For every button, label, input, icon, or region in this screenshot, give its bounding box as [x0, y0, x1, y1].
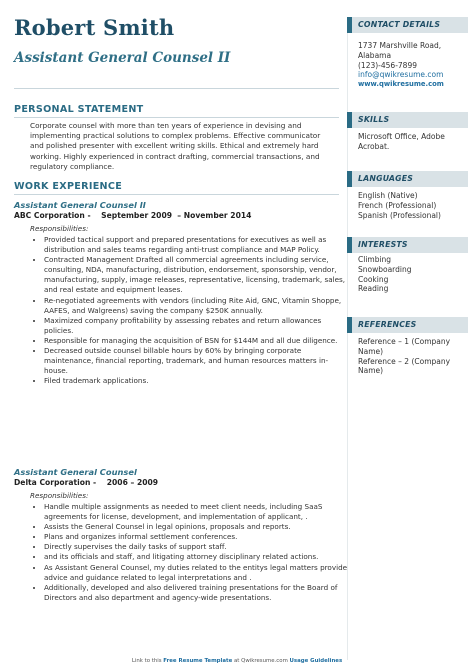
job-2-bullet-list — [30, 502, 349, 603]
list-item: • Plans and organizes informal settlement conferences. — [44, 532, 349, 542]
job-2-company-dates: Delta Corporation - 2006 – 2009 — [14, 478, 159, 487]
list-item: Cooking — [358, 274, 389, 284]
footer-prefix: Link to this — [131, 658, 164, 664]
list-item: • and its officials and staff, and litigating attorney disciplinary related actions. — [44, 552, 349, 562]
list-item: • Provided tactical support and prepared presentations for executives as well as distribution and sales teams regarding anti-trust compliance and MAP Policy. — [44, 235, 349, 255]
job-1-company-dates: ABC Corporation - September 2009 – November 2014 — [14, 211, 252, 220]
list-item: Reference – 2 (Company Name) — [358, 356, 451, 376]
candidate-name: Robert Smith — [14, 15, 175, 40]
list-item: • Decreased outside counsel billable hours by 60% by bringing corporate maintenance, financial reporting, trademark, and human resources matters in-house. — [44, 346, 349, 376]
skills-text: Microsoft Office, Adobe Acrobat. — [358, 132, 445, 151]
job-1-responsibilities-label: Responsibilities: — [30, 224, 89, 233]
list-item: • Additionally, developed and also delivered training presentations for the Board of Directors and also department and agency-wide presentations. — [44, 583, 349, 603]
job-title-header: Assistant General Counsel II — [14, 50, 231, 66]
list-item: Reference – 1 (Company Name) — [358, 337, 451, 356]
list-item: • Contracted Management Drafted all commercial agreements including service, consulting, NDA, manufacturing, distribution, endorsement, sponsorship, vendor, manufacturing, supply, image releases, representative, licensing, trademark, sales, and real estate and equipment leases. — [44, 255, 349, 295]
list-item: • Handle multiple assignments as needed to meet client needs, including SaaS agreements for license, development, and implementation of applicant, . — [44, 502, 349, 522]
languages-list — [358, 191, 466, 220]
work-experience-heading: WORK EXPERIENCE — [14, 181, 123, 192]
job-1-title: Assistant General Counsel II — [14, 200, 146, 210]
list-item: Climbing — [358, 255, 392, 264]
sidebar — [347, 17, 468, 660]
references-heading: REFERENCES — [347, 317, 468, 333]
contact-heading: CONTACT DETAILS — [347, 17, 468, 33]
list-item: • Filed trademark applications. — [44, 376, 349, 386]
languages-heading: LANGUAGES — [347, 171, 468, 187]
job-1-bullet-list — [30, 235, 349, 386]
list-item: Spanish (Professional) — [358, 210, 441, 220]
contact-website-link[interactable]: www.qwikresume.com — [358, 80, 444, 89]
contact-address-line-2: Alabama — [358, 50, 392, 60]
contact-email-link[interactable]: info@qwikresume.com — [358, 70, 444, 80]
personal-statement-divider — [14, 117, 339, 118]
list-item: • Responsible for managing the acquisition of BSN for $144M and all due diligence. — [44, 336, 349, 346]
contact-phone: (123)-456-7899 — [358, 60, 417, 70]
footer-middle: at Qwikresume.com — [232, 658, 290, 664]
interests-heading: INTERESTS — [347, 237, 468, 253]
personal-statement-text: Corporate counsel with more than ten years of experience in devising and implementing practical solutions to complex problems. Effective communicator and polished presenter with excellent writing skills. Ethical and extremely hard working. Highly experienced in contract drafting, commercial transactions, and regulatory compliance. — [30, 121, 321, 171]
list-item: French (Professional) — [358, 200, 437, 210]
list-item: Reading — [358, 284, 389, 294]
list-item: • Maximized company profitability by assessing rebates and return allowances policies. — [44, 316, 349, 336]
list-item: Snowboarding — [358, 264, 412, 274]
interests-list — [358, 255, 466, 294]
contact-details — [358, 41, 466, 90]
job-2-responsibilities-label: Responsibilities: — [30, 491, 89, 500]
list-item: • As Assistant General Counsel, my duties related to the entitys legal matters provide advice and guidance related to legal interpretations and . — [44, 563, 349, 583]
header-divider — [14, 88, 339, 89]
contact-address-line-1: 1737 Marshville Road, — [358, 41, 442, 50]
skills-heading: SKILLS — [347, 112, 468, 128]
usage-guidelines-link[interactable]: Usage Guidelines — [289, 658, 343, 664]
work-experience-divider — [14, 194, 339, 195]
list-item: • Re-negotiated agreements with vendors (including Rite Aid, GNC, Vitamin Shoppe, AAFES, and Walgreens) saving the company $250K annually. — [44, 296, 349, 316]
list-item: English (Native) — [358, 191, 418, 200]
job-2-title: Assistant General Counsel — [14, 467, 137, 477]
personal-statement-heading: PERSONAL STATEMENT — [14, 104, 144, 115]
free-resume-template-link[interactable]: Free Resume Template — [163, 658, 233, 664]
page-footer — [0, 658, 474, 664]
list-item: • Assists the General Counsel in legal opinions, proposals and reports. — [44, 522, 349, 532]
references-list — [358, 337, 466, 376]
list-item: • Directly supervises the daily tasks of support staff. — [44, 542, 349, 552]
